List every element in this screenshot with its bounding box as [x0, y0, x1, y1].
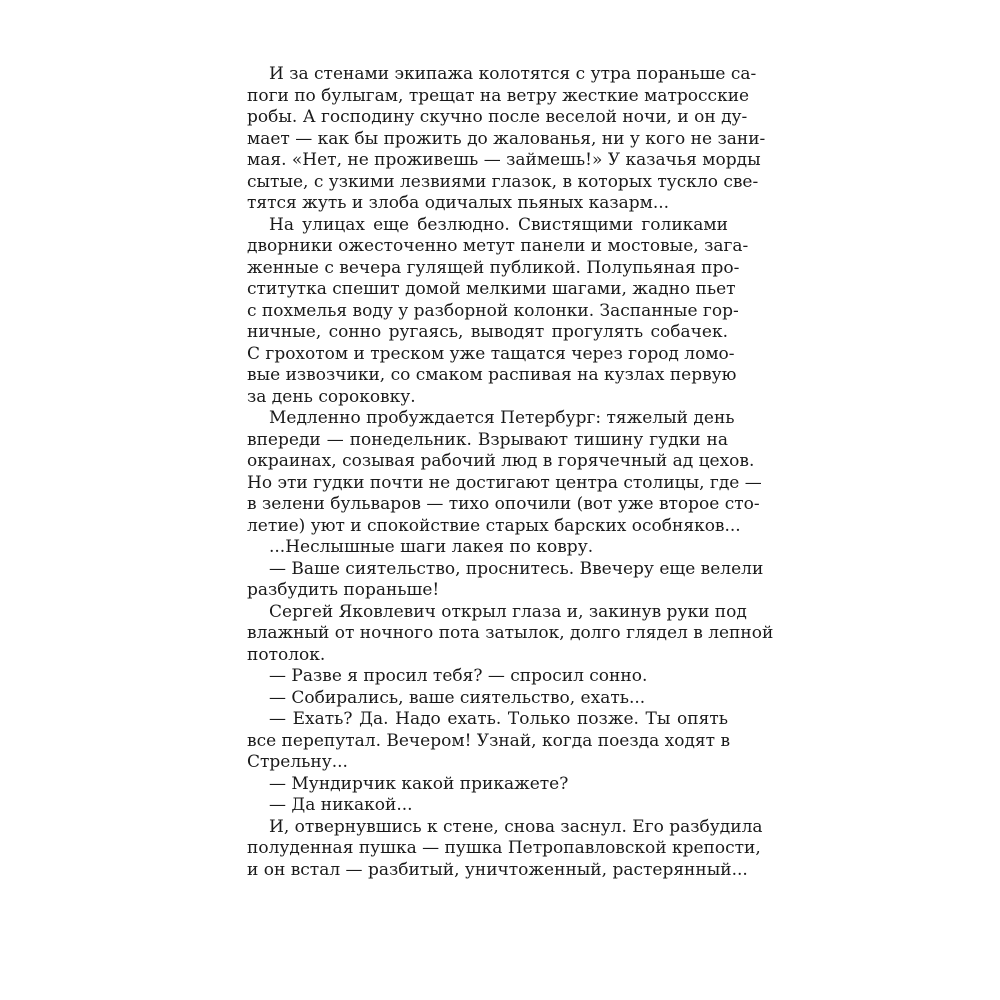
paragraph	[247, 558, 764, 602]
text-line: — Собирались, ваше сиятельство, ехать...	[269, 687, 646, 708]
text-line: за день сороковку.	[247, 386, 416, 407]
text-line: — Ваше сиятельство, проснитесь. Ввечеру еще велели	[269, 558, 764, 579]
text-line: ститутка спешит домой мелкими шагами, жадно пьет	[247, 279, 736, 299]
page-text-block	[247, 64, 774, 881]
text-line: И, отвернувшись к стене, снова заснул. Его разбудила	[269, 816, 763, 837]
paragraph	[247, 408, 762, 537]
text-line: Стрельну...	[247, 752, 348, 772]
text-line: влажный от ночного пота затылок, долго глядел в лепной	[247, 623, 774, 643]
paragraph	[247, 795, 728, 817]
text-line: — Мундирчик какой прикажете?	[269, 773, 569, 794]
paragraph	[247, 688, 728, 710]
text-line: в зелени бульваров — тихо опочили (вот уже второе сто-	[247, 494, 760, 514]
text-line: сытые, с узкими лезвиями глазок, в которых тускло све-	[247, 171, 759, 192]
paragraph	[247, 774, 728, 796]
text-line: потолок.	[247, 644, 326, 665]
text-line: — Разве я просил тебя? — спросил сонно.	[269, 666, 648, 686]
paragraph	[247, 816, 763, 882]
text-line: впереди — понедельник. Взрывают тишину гудки на	[247, 429, 728, 450]
text-line: ...Неслышные шаги лакея по ковру.	[269, 537, 594, 557]
text-line: с похмелья воду у разборной колонки. Заспанные гор-	[247, 300, 739, 321]
text-line: И за стенами экипажа колотятся с утра пораньше са-	[269, 64, 757, 84]
text-line: мает — как бы прожить до жалованья, ни у кого не зани-	[247, 128, 766, 149]
paragraph	[247, 64, 766, 215]
text-line: Сергей Яковлевич открыл глаза и, закинув руки под	[269, 601, 747, 622]
paragraph	[247, 214, 749, 409]
text-line: летие) уют и спокойствие старых барских особняков...	[247, 515, 741, 536]
text-line: поги по булыгам, трещат на ветру жесткие матросские	[247, 85, 750, 106]
text-line: робы. А господину скучно после веселой ночи, и он ду-	[247, 107, 748, 127]
paragraph	[247, 601, 774, 667]
text-line: полуденная пушка — пушка Петропавловской крепости,	[247, 838, 761, 858]
text-line: — Да никакой...	[269, 795, 413, 815]
text-line: женные с вечера гулящей публикой. Полупьяная про-	[247, 257, 740, 278]
text-line: дворники ожесточенно метут панели и мостовые, зага-	[247, 236, 749, 256]
text-line: окраинах, созывая рабочий люд в горячечный ад цехов.	[247, 451, 755, 471]
text-line: и он встал — разбитый, уничтоженный, растерянный...	[247, 859, 748, 880]
paragraph	[247, 537, 728, 559]
text-line: С грохотом и треском уже тащатся через город ломо-	[247, 343, 735, 364]
text-line: ничные, сонно ругаясь, выводят прогулять собачек.	[247, 322, 728, 342]
text-line: — Ехать? Да. Надо ехать. Только позже. Ты опять	[269, 709, 728, 729]
text-line: все перепутал. Вечером! Узнай, когда поезда ходят в	[247, 730, 731, 751]
text-line: На улицах еще безлюдно. Свистящими голиками	[269, 214, 728, 235]
text-line: мая. «Нет, не проживешь — займешь!» У казачья морды	[247, 150, 761, 170]
text-line: разбудить пораньше!	[247, 580, 440, 600]
text-line: Но эти гудки почти не достигают центра столицы, где —	[247, 472, 762, 493]
paragraph	[247, 666, 728, 688]
text-line: тятся жуть и злоба одичалых пьяных казарм...	[247, 193, 670, 213]
text-line: Медленно пробуждается Петербург: тяжелый день	[269, 408, 735, 428]
paragraph	[247, 709, 731, 774]
text-line: вые извозчики, со смаком распивая на кузлах первую	[247, 365, 737, 385]
